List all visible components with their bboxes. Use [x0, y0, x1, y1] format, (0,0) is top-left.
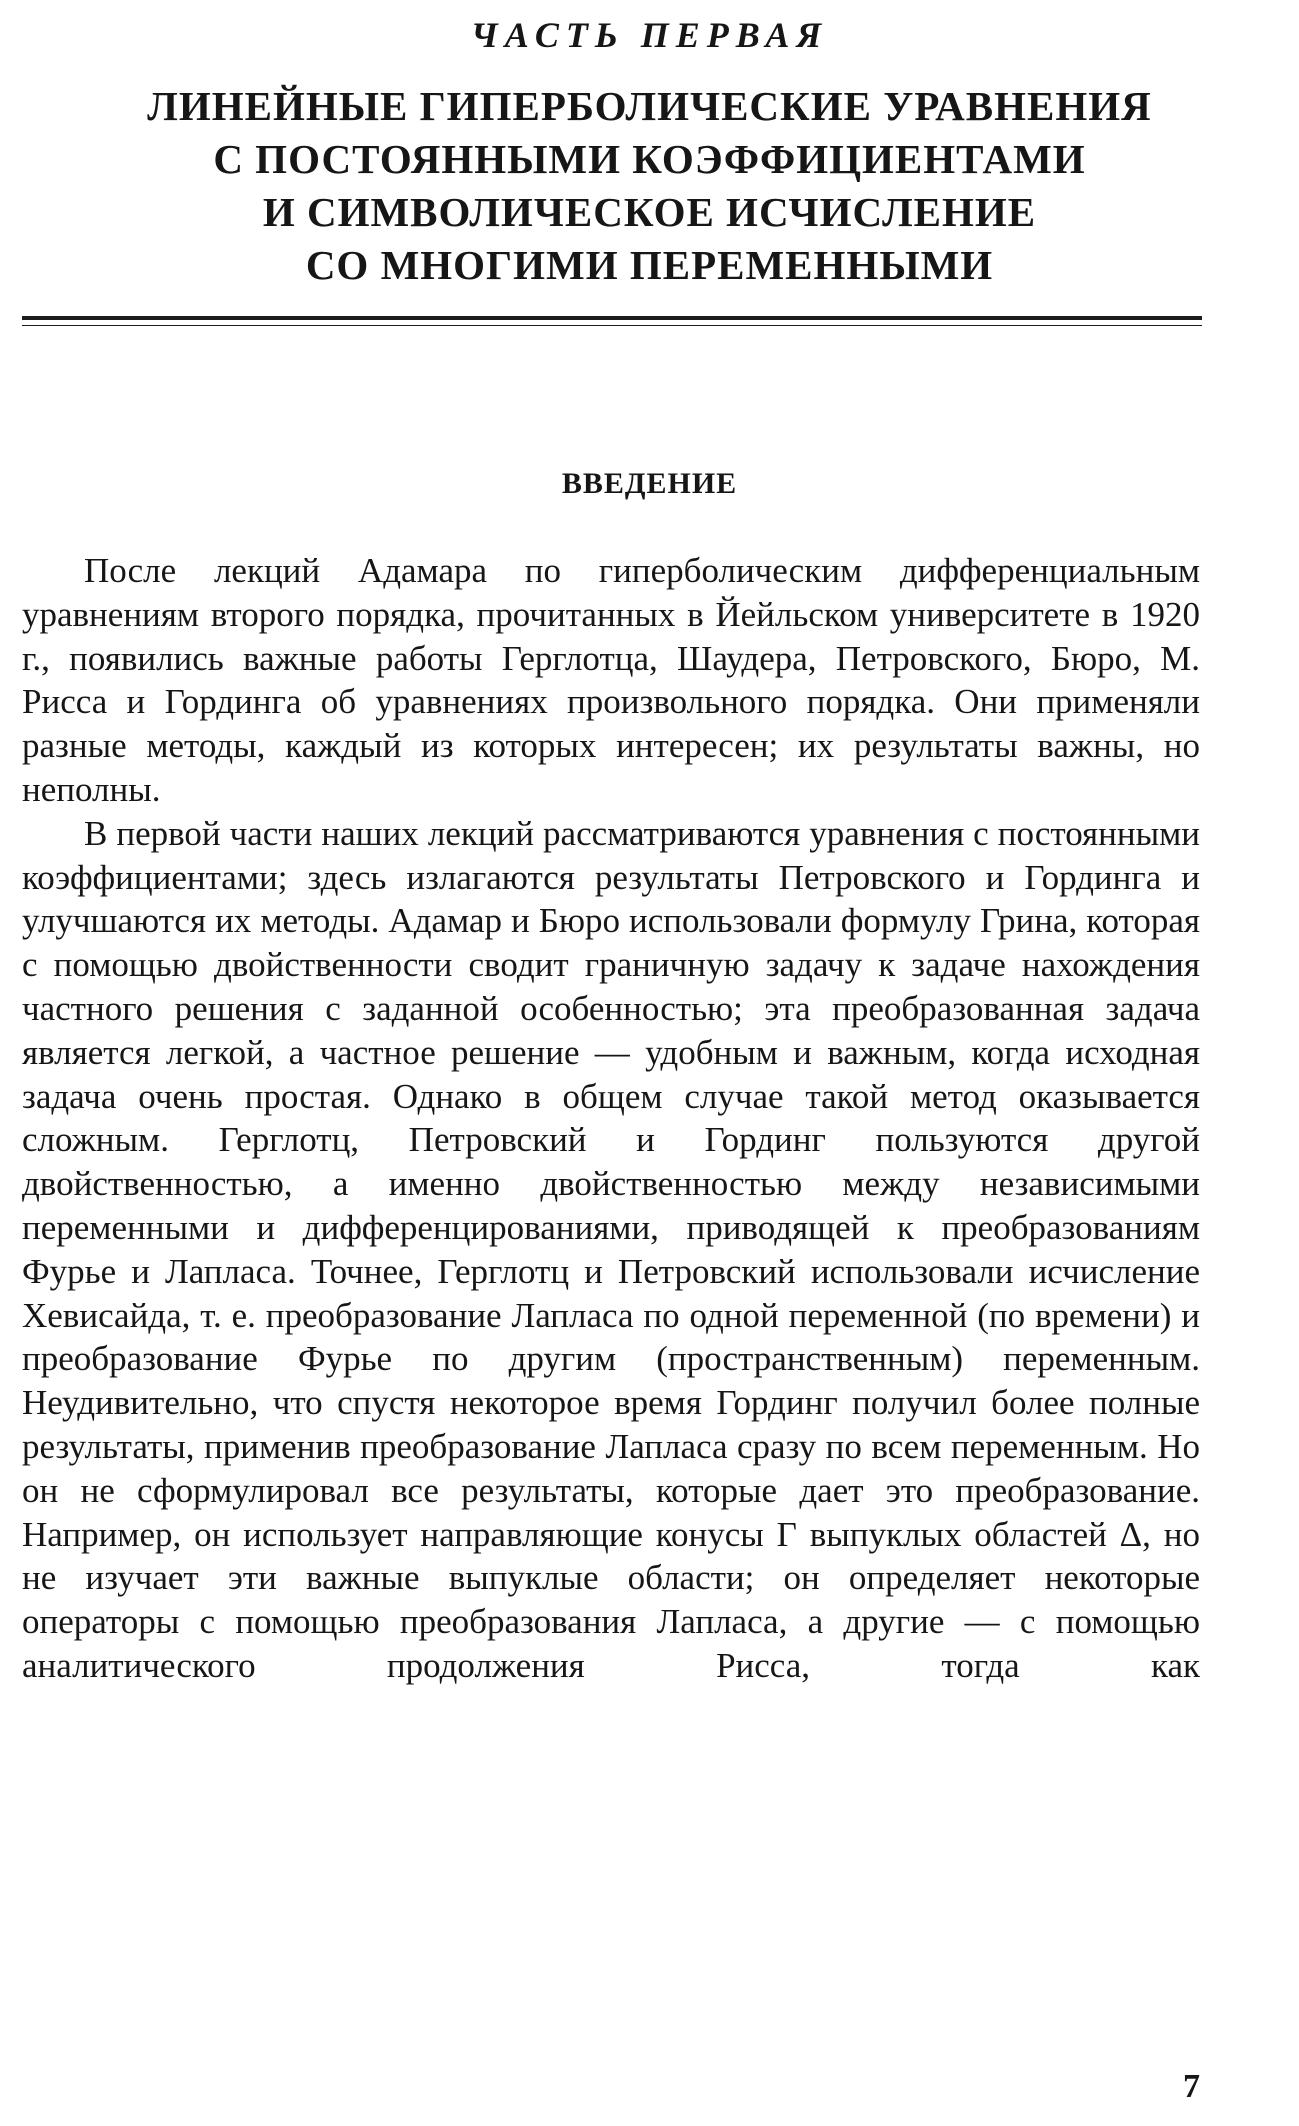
page-number: 7: [1183, 2068, 1200, 2105]
part-title-line: ЛИНЕЙНЫЕ ГИПЕРБОЛИЧЕСКИЕ УРАВНЕНИЯ: [147, 83, 1152, 129]
paragraph: После лекций Адамара по гиперболическим дифференциальным уравнениям второго порядка, прочитанных в Йейльском университете в 1920 г., появились важные работы Герглотца, Шаудера, Петровского, Бюро, М. Рисса и Гординга об уравнениях произвольного порядка. Они применяли разные методы, каждый из которых интересен; их результаты важны, но неполны.: [22, 551, 1200, 809]
paragraph: В первой части наших лекций рассматриваются уравнения с постоянными коэффициентами; здесь излагаются результаты Петровского и Гординга и улучшаются их методы. Адамар и Бюро использовали формулу Грина, которая с помощью двойственности сводит граничную задачу к задаче нахождения частного решения с заданной особенностью; эта преобразованная задача является легкой, а частное решение — удобным и важным, когда исходная задача очень простая. Однако в общем случае такой метод оказывается сложным. Герглотц, Петровский и Гординг пользуются другой двойственностью, а именно двойственностью между независимыми переменными и дифференцированиями, приводящей к преобразованиям Фурье и Лапласа. Точнее, Герглотц и Петровский использовали исчисление Хевисайда, т. е. преобразование Лапласа по одной переменной (по времени) и преобразование Фурье по другим (пространственным) переменным. Неудивительно, что спустя некоторое время Гординг получил более полные результаты, применив преобразование Лапласа сразу по всем переменным. Но он не сформулировал все результаты, которые дает это преобразование. Например, он использует направляющие конусы Γ выпуклых областей Δ, но не изучает эти важные выпуклые области; он определяет некоторые операторы с помощью преобразования Лапласа, а другие — с помощью аналитического продолжения Рисса, тогда как: [22, 813, 1200, 1685]
part-title-line: И СИМВОЛИЧЕСКОЕ ИСЧИСЛЕНИЕ: [262, 189, 1037, 235]
part-label: ЧАСТЬ ПЕРВАЯ: [470, 15, 829, 55]
part-title: [0, 80, 1299, 292]
part-title-line: С ПОСТОЯННЫМИ КОЭФФИЦИЕНТАМИ: [213, 136, 1086, 182]
title-divider-thin: [22, 325, 1202, 326]
body-text: [22, 549, 1200, 1688]
section-title: ВВЕДЕНИЕ: [561, 467, 738, 500]
part-title-line: СО МНОГИМИ ПЕРЕМЕННЫМИ: [305, 242, 994, 288]
title-divider-thick: [22, 316, 1202, 320]
